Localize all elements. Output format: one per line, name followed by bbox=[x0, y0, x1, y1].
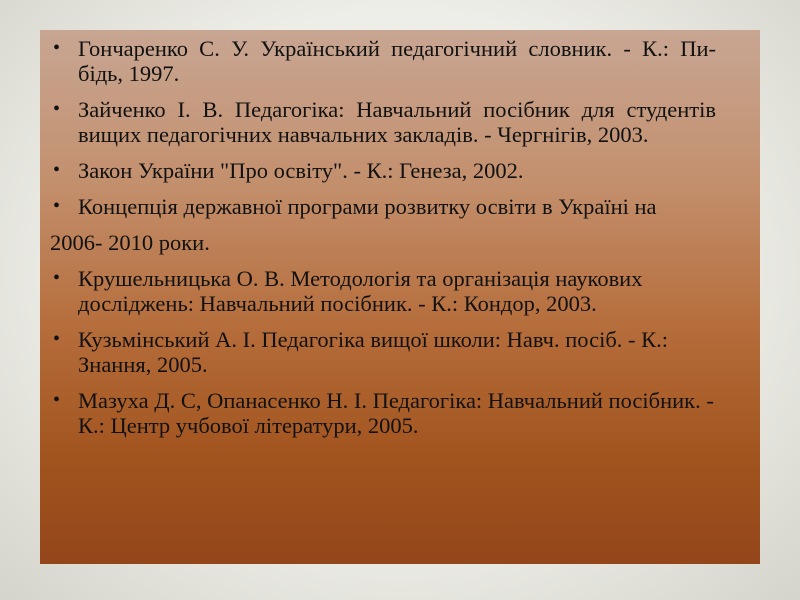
bullet-icon: • bbox=[53, 98, 61, 120]
list-item-text: Зайченко І. В. Педагогіка: Навчальний посібник для студентів вищих педагогічних навчальних закладів. - Чергнігів, 2003. bbox=[78, 97, 716, 147]
list-item-text: Концепція державної програми розвитку освіти в Україні на bbox=[78, 194, 657, 219]
list-item bbox=[50, 327, 716, 377]
bibliography-list-continued bbox=[50, 266, 716, 438]
bullet-icon: • bbox=[53, 389, 61, 411]
bullet-icon: • bbox=[53, 267, 61, 289]
list-item-text: Кузьмінський А. І. Педагогіка вищої школи: Навч. посіб. - К.: Знання, 2005. bbox=[78, 327, 669, 377]
list-item-text: Закон України "Про освіту". - К.: Генеза, 2002. bbox=[78, 158, 524, 183]
bullet-icon: • bbox=[53, 328, 61, 350]
bullet-icon: • bbox=[53, 195, 61, 217]
list-item bbox=[50, 36, 716, 86]
continuation-line: 2006- 2010 роки. bbox=[50, 230, 210, 255]
list-item-text: Мазуха Д. С, Опанасенко Н. І. Педагогіка: Навчальний посібник. - К.: Центр учбової літератури, 2005. bbox=[78, 388, 714, 438]
list-item bbox=[50, 158, 716, 183]
bullet-icon: • bbox=[53, 159, 61, 181]
bibliography-list bbox=[50, 36, 716, 219]
list-item bbox=[50, 194, 716, 219]
list-item bbox=[50, 388, 716, 438]
slide-content-panel bbox=[40, 30, 760, 564]
list-item-text: Гончаренко С. У. Український педагогічний словник. - К.: Пи-бідь, 1997. bbox=[78, 36, 716, 86]
list-item bbox=[50, 266, 716, 316]
list-item bbox=[50, 97, 716, 147]
bullet-icon: • bbox=[53, 37, 61, 59]
list-item-text: Крушельницька О. В. Методологія та організація наукових досліджень: Навчальний посібник. - К.: Кондор, 2003. bbox=[78, 266, 643, 316]
